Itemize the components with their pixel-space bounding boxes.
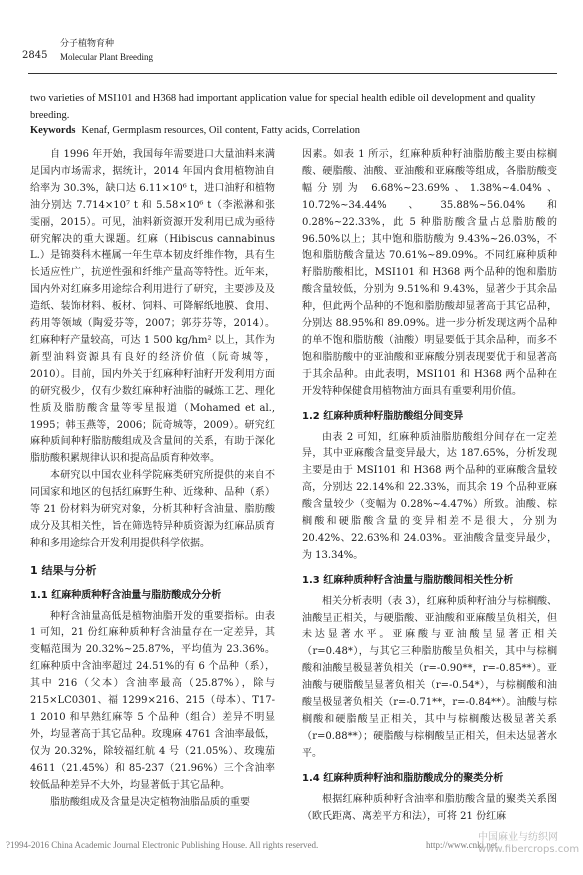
journal-title-cn: 分子植物育种 <box>60 39 115 49</box>
section-1-1-paragraph-1: 种籽含油量高低是植物油脂开发的重要指标。由表 1 可知，21 份红麻种质种籽含油量存在一定差异，其变幅范围为 20.32%~25.87%，平均值为 23.36%。红麻种质中含油率超过 24.51%的有 6 个品种（系），其中 216（父本）含油率最高（25.87%），除与 215×LC0301、福 1299×216、215（母本）、T17-1 2010 和早熟红麻等 5 个品种（组合）差异不明显外，均显著高于其它品种。玫瑰麻 4761 含油率最低，仅为 20.32%，除较福红航 4 号（21.05%）、玫瑰茄 4611（21.45%）和 85-237（21.96%）三个含油率较低品种差异不大外，均显著低于其它品种。 <box>30 610 275 791</box>
section-1-4-paragraph: 根据红麻种质种籽含油率和脂肪酸含量的聚类关系图（欧氏距离、离差平方和法），可将 21 份红麻 <box>302 793 557 822</box>
left-column <box>30 147 275 811</box>
copyright-text: ?1994-2016 China Academic Journal Electronic Publishing House. All rights reserved. <box>6 840 319 850</box>
section-1-3-paragraph: 相关分析表明（表 3），红麻种质种籽油分与棕榈酸、油酸呈正相关，与硬脂酸、亚油酸和亚麻酸呈负相关，但未达显著水平。亚麻酸与亚油酸呈显著正相关（r=0.48*），与其它三种脂肪酸呈负相关，其中与棕榈酸和油酸呈极显著负相关（r=-0.90**，r=-0.85**）。亚油酸与硬脂酸呈显著负相关（r=-0.54*），与棕榈酸和油酸呈极显著负相关（r=-0.71**，r=-0.84**）。油酸与棕榈酸和硬脂酸呈正相关，其中与棕榈酸达极显著关系（r=0.88**）；硬脂酸与棕榈酸呈正相关，但未达显著水平。 <box>302 595 557 759</box>
section-1-4-title: 1.4 红麻种质种籽油和脂肪酸成分的聚类分析 <box>302 772 504 784</box>
abstract-tail: two varieties of MSI101 and H368 had important application value for special health edible oil development and quality breeding. <box>30 93 536 121</box>
section-1-2-title: 1.2 红麻种质种籽脂肪酸组分间变异 <box>302 410 464 422</box>
footer-url[interactable]: http://www.cnki.net <box>426 840 498 850</box>
journal-title-en: Molecular Plant Breeding <box>60 52 153 62</box>
section-1-3-title: 1.3 红麻种质种籽含油量与脂肪酸间相关性分析 <box>302 574 514 586</box>
keywords-text: Kenaf, Germplasm resources, Oil content, Fatty acids, Correlation <box>81 125 360 136</box>
continued-paragraph: 因素。如表 1 所示，红麻种质种籽油脂肪酸主要由棕榈酸、硬脂酸、油酸、亚油酸和亚麻酸等组成，各脂肪酸变幅分别为 6.68%~23.69%、1.38%~4.04%、10.72%~34.44%、35.88%~56.04%和 0.28%~22.33%，此 5 种脂肪酸含量占总脂肪酸的 96.50%以上；其中饱和脂肪酸为 9.43%~26.03%，不饱和脂肪酸含量达 70.61%~89.09%。不同红麻种质种籽脂肪酸相比，MSI101 和 H368 两个品种的饱和脂肪酸含量较低，分别为 9.51%和 9.43%，显著少于其余品种，但此两个品种的不饱和脂肪酸却显著高于其它品种，分别达 88.95%和 89.09%。进一步分析发现这两个品种的单不饱和脂肪酸（油酸）明显要低于其余品种，而多不饱和脂肪酸中的亚油酸和亚麻酸分别表现要优于和显著高于其余品种。由此表明，MSI101 和 H368 两个品种在开发特种保健食用植物油方面具有重要利用价值。 <box>302 149 557 397</box>
watermark-line-1: 中国麻业与纺织网 <box>478 832 558 843</box>
section-1-title: 1 结果与分析 <box>30 563 97 577</box>
keywords-line <box>30 123 555 138</box>
section-1-2-paragraph: 由表 2 可知，红麻种质油脂肪酸组分间存在一定差异，其中亚麻酸含量变异最大，达 187.65%，分析发现主要是由于 MSI101 和 H368 两个品种的亚麻酸含量较高，分别达 22.14%和 22.33%，而其余 19 个品种亚麻酸含量较少（变幅为 0.28%~4.47%）所致。油酸、棕榈酸和硬脂酸含量的变异相差不是很大，分别为 20.42%、22.63%和 24.03%。亚油酸含量变异最少，为 13.34%。 <box>302 431 557 561</box>
keywords-label: Keywords <box>30 125 76 136</box>
section-1-1-title: 1.1 红麻种质种籽含油量与脂肪酸成分分析 <box>30 589 222 601</box>
footer <box>6 840 498 850</box>
page-number: 2845 <box>22 50 48 61</box>
watermark-line-2: www.fibercrops.com <box>478 844 580 855</box>
header-rule <box>28 73 557 74</box>
watermark <box>478 832 579 856</box>
right-column <box>302 147 557 825</box>
intro-paragraph-1: 自 1996 年开始，我国每年需要进口大量油料来满足国内市场需求，据统计，2014 年国内食用植物油自给率为 30.3%，缺口达 6.11×10⁶ t，进口油籽和植物油分别达 7.714×10⁷ t 和 5.58×10⁶ t（李淞淋和张雯丽，2015）。可见，油料新资源开发利用已成为亟待研究解决的重大课题。红麻（Hibiscus cannabinus L.）是锦葵科木槿属一年生草本韧皮纤维作物，具有生长适应性广，抗逆性强和纤维产量高等特性。近年来，国内外对红麻多用途综合利用进行了研究，主要涉及及造纸、装饰材料、板材、饲料、可降解纸地膜、食用、药用等领域（陶爱芬等，2007；郭芬芬等，2014）。红麻种籽产量较高，可达 1 500 kg/hm² 以上，其作为新型油料资源具有良好的经济价值（阮奇城等，2010）。目前，国内外关于红麻种籽油籽开发利用方面的研究极少，仅有少数红麻种籽油脂的碱炼工艺、理化性质及脂肪酸含量等零星报道（Mohamed et al., 1995；韩玉燕等，2006；阮奇城等，2009）。研究红麻种质间种籽脂肪酸组成及含量间的关系，有助于深化脂肪酸积累规律认识和提高品质育种效率。 <box>30 149 275 465</box>
intro-paragraph-2: 本研究以中国农业科学院麻类研究所提供的来自不同国家和地区的包括红麻野生种、近缘种、品种（系）等 21 份材料为研究对象，分析其种籽含油量、脂肪酸成分及其相关性，旨在筛选特异种质资源为红麻品质育种和多用途综合开发利用提供科学依据。 <box>30 470 275 549</box>
section-1-1-paragraph-2: 脂肪酸组成及含量是决定植物油脂品质的重要 <box>50 796 250 808</box>
